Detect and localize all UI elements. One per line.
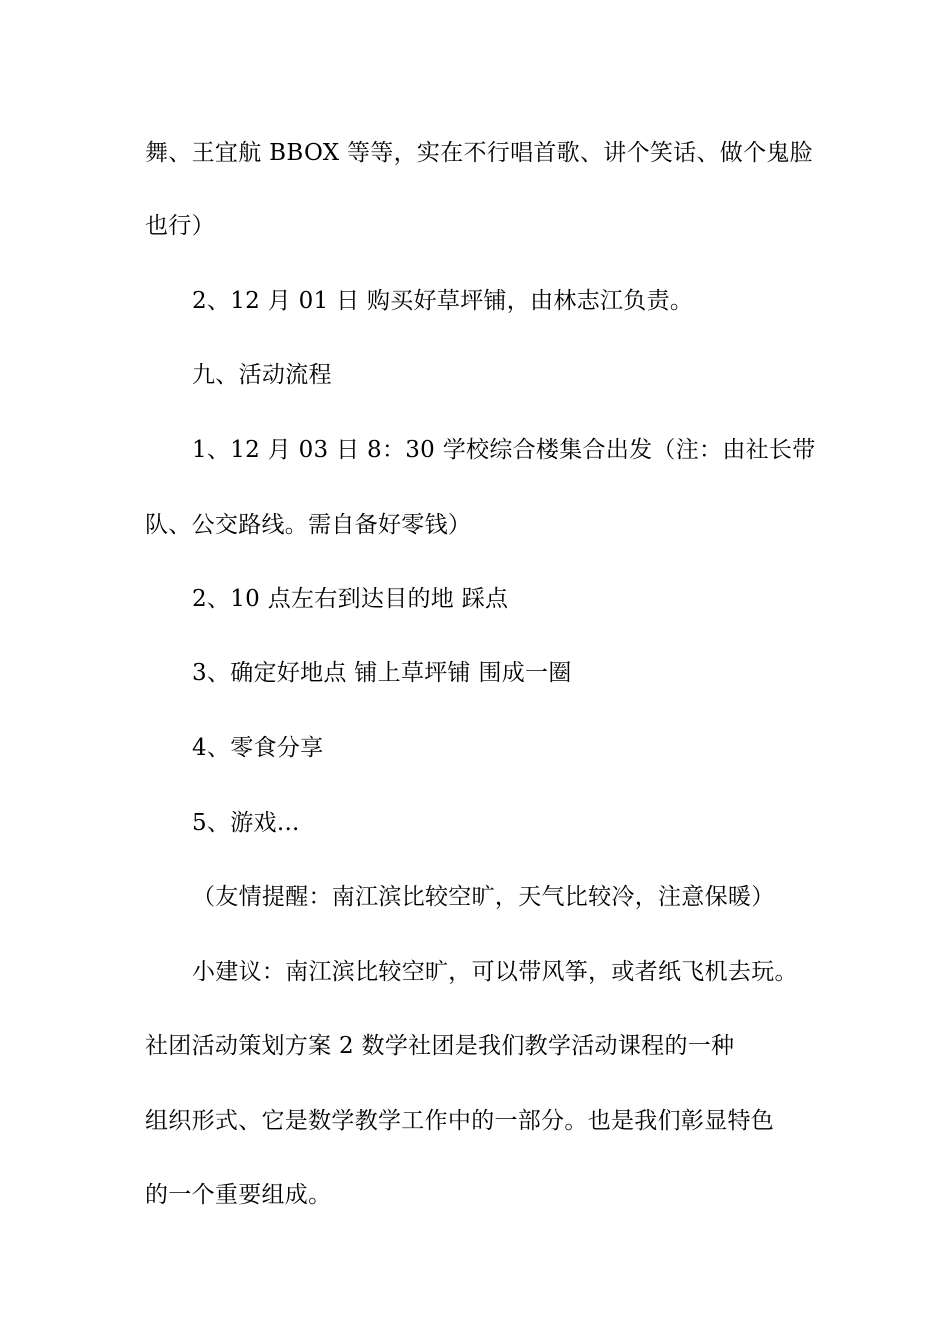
- text-line-10: 5、游戏...: [192, 810, 300, 836]
- text-line-8: 3、确定好地点 铺上草坪铺 围成一圈: [192, 660, 572, 686]
- reminder-note: （友情提醒：南江滨比较空旷，天气比较冷，注意保暖）: [192, 884, 775, 910]
- text-line-15: 的一个重要组成。: [145, 1182, 332, 1208]
- text-line-1: 舞、王宜航 BBOX 等等，实在不行唱首歌、讲个笑话、做个鬼脸: [145, 140, 813, 166]
- suggestion-note: 小建议：南江滨比较空旷，可以带风筝，或者纸飞机去玩。: [192, 959, 798, 985]
- text-line-9: 4、零食分享: [192, 735, 324, 761]
- text-line-2: 也行）: [145, 213, 215, 239]
- text-line-14: 组织形式、它是数学教学工作中的一部分。也是我们彰显特色: [145, 1108, 775, 1134]
- section-heading: 九、活动流程: [192, 362, 332, 388]
- text-line-3: 2、12 月 01 日 购买好草坪铺，由林志江负责。: [192, 288, 694, 314]
- text-line-6: 队、公交路线。需自备好零钱）: [145, 512, 472, 538]
- text-line-7: 2、10 点左右到达目的地 踩点: [192, 586, 509, 612]
- text-line-13: 社团活动策划方案 2 数学社团是我们教学活动课程的一种: [145, 1033, 735, 1059]
- text-line-5: 1、12 月 03 日 8：30 学校综合楼集合出发（注：由社长带: [192, 437, 816, 463]
